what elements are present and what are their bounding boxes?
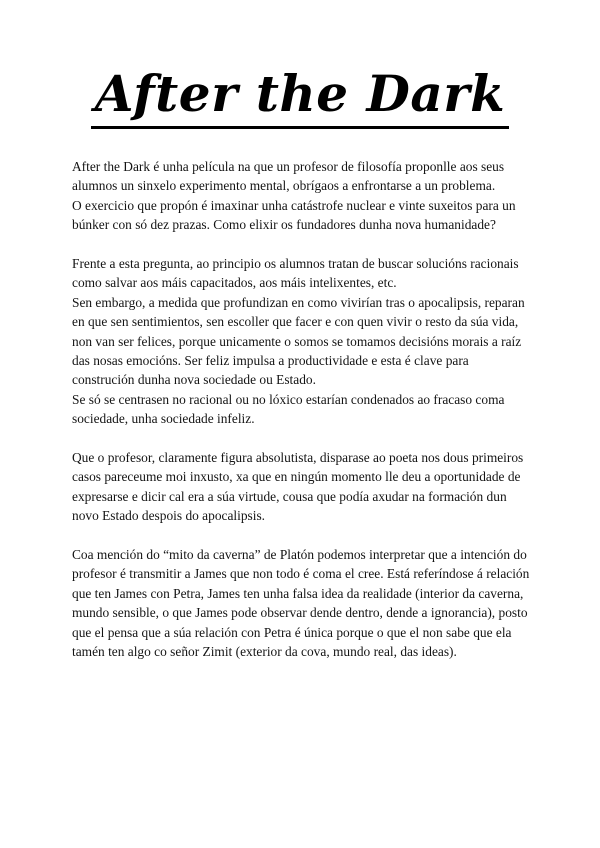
paragraph-rational: Se só se centrasen no racional ou no lóxico estarían condenados ao fracaso coma sociedade, unha sociedade infeliz.	[72, 391, 505, 427]
paragraph-question: Frente a esta pregunta, ao principio os alumnos tratan de buscar solucións racionais como salvar aos máis capacitados, aos máis intelixentes, etc.	[72, 256, 519, 291]
paragraph-cave-myth: Coa mención do “mito da caverna” de Platón podemos interpretar que a intención do profesor é transmitir a James que non todo é coma el cree. Está referíndose á relación que ten James con Petra, James ten unha falsa idea da realidade (interior da caverna, mundo sensible, o que James pode observar dende dentro, dende a ignorancia), posto que el pensa que a súa relación con Petra é única porque o que el non sabe que ela tamén ten algo co señor Zimit (exterior da cova, mundo real, das ideas).	[72, 547, 530, 660]
document-title: After the Dark	[91, 64, 510, 129]
paragraph-spacer	[72, 429, 530, 448]
paragraph-intro: After the Dark é unha película na que un profesor de filosofía proponlle aos seus alumnos un sinxelo experimento mental, obrígaos a enfrontarse a un problema.	[72, 159, 505, 194]
paragraph-exercise: O exercicio que propón é imaxinar unha catástrofe nuclear e vinte suxeitos para un búnker con só dez prazas. Como elixir os fundadores dunha nova humanidade?	[72, 197, 516, 233]
paragraph-spacer	[72, 526, 530, 545]
paragraph-emotions: Sen embargo, a medida que profundizan en como vivirían tras o apocalipsis, reparan en que sen sentimientos, sen escoller que facer e con quen vivir o resto da súa vida, non van ser felices, porque unicamente o somos se tomamos decisións morais a raíz das nosas emocións. Ser feliz impulsa a productividade e esta é clave para construción dunha nova sociedade ou Estado.	[72, 294, 525, 388]
document-body	[72, 157, 530, 662]
title-container	[0, 64, 600, 129]
paragraph-spacer	[72, 235, 530, 254]
paragraph-professor: Que o profesor, claramente figura absolutista, disparase ao poeta nos dous primeiros casos pareceume moi inxusto, xa que en ningún momento lle deu a oportunidade de expresarse e dicir cal era a súa virtude, cousa que podía axudar na formación dun novo Estado despois do apocalipsis.	[72, 450, 524, 524]
